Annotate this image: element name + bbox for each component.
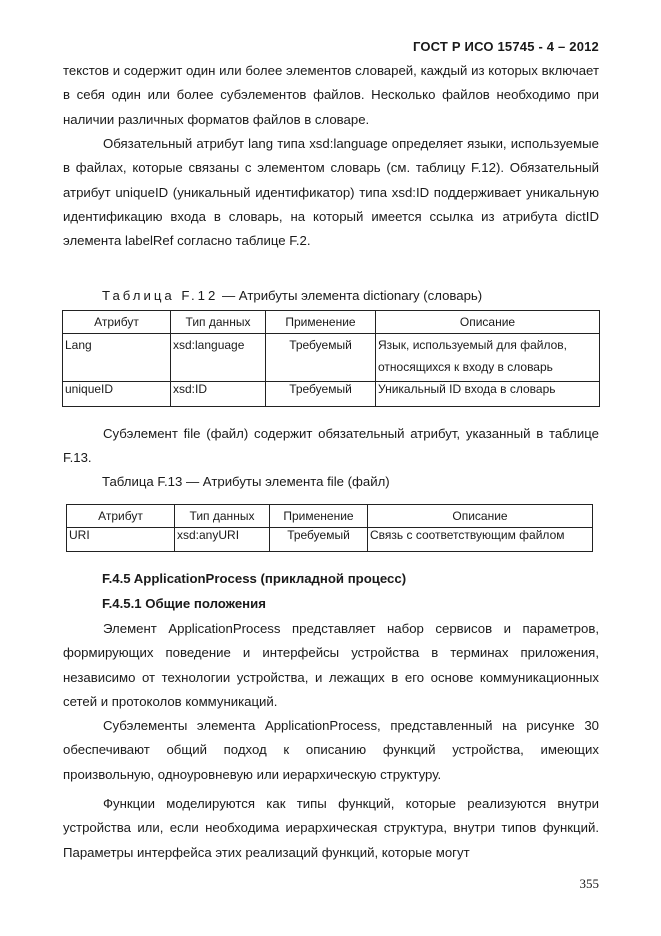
table-f13-caption: Таблица F.13 — Атрибуты элемента file (файл) (102, 474, 390, 489)
table-header-cell: Применение (270, 505, 368, 528)
table-header-cell: Атрибут (67, 505, 175, 528)
table-cell: Уникальный ID входа в словарь (376, 382, 600, 407)
table-header-row (63, 311, 600, 334)
table-f12-caption-title: — Атрибуты элемента dictionary (словарь) (218, 288, 483, 303)
paragraph-application-process: Элемент ApplicationProcess представляет набор сервисов и параметров, формирующих поведение и интерфейсы устройства в терминах приложения, независимо от технологии устройства, и лежащих в его основе коммуникационных сетей и протоколов коммуникаций. (63, 621, 599, 709)
table-cell: xsd:ID (171, 382, 266, 407)
table-cell: Связь с соответствующим файлом (368, 528, 593, 552)
table-header-cell: Описание (368, 505, 593, 528)
table-cell: Lang (63, 334, 171, 382)
section-heading: F.4.5 ApplicationProcess (прикладной процесс) (102, 571, 407, 586)
table-f12-caption-label: Таблица F.12 (102, 288, 219, 303)
paragraph-functions: Функции моделируются как типы функций, которые реализуются внутри устройства или, если необходима иерархическая структура, внутри типов функций. Параметры интерфейса этих реализаций функций, которые могут (63, 796, 599, 860)
table-f12 (62, 310, 600, 407)
table-header-row (67, 505, 593, 528)
paragraph-intro: текстов и содержит один или более элементов словарей, каждый из которых включает в себя один или более субэлементов файлов. Несколько файлов необходимо при наличии различных форматов файлов в словаре. (63, 63, 599, 127)
table-row (63, 382, 600, 407)
document-header: ГОСТ Р ИСО 15745 - 4 – 2012 (412, 39, 599, 54)
page-number: 355 (579, 876, 599, 891)
table-cell: URI (67, 528, 175, 552)
subsection-heading: F.4.5.1 Общие положения (102, 596, 266, 611)
paragraph-file-subelement: Субэлемент file (файл) содержит обязательный атрибут, указанный в таблице F.13. (63, 426, 599, 466)
paragraph-subelements: Субэлементы элемента ApplicationProcess, представленный на рисунке 30 обеспечивают общий подход к описанию функций устройства, имеющих произвольную, одноуровневую или иерархическую структуру. (63, 718, 599, 782)
table-header-cell: Применение (266, 311, 376, 334)
paragraph-lang-attribute: Обязательный атрибут lang типа xsd:language определяет языки, используемые в файлах, которые связаны с элементом словарь (см. таблицу F.12). Обязательный атрибут uniqueID (уникальный идентификатор) типа xsd:ID поддерживает уникальную идентификацию входа в словарь, на который имеется ссылка из атрибута dictID элемента labelRef согласно таблице F.2. (63, 136, 599, 249)
table-header-cell: Атрибут (63, 311, 171, 334)
table-header-cell: Тип данных (175, 505, 270, 528)
table-cell: uniqueID (63, 382, 171, 407)
table-row (67, 528, 593, 552)
table-cell: Требуемый (266, 382, 376, 407)
table-cell: xsd:language (171, 334, 266, 382)
table-f12-caption (102, 288, 482, 303)
table-row (63, 334, 600, 382)
table-f13 (66, 504, 593, 552)
table-header-cell: Описание (376, 311, 600, 334)
table-cell: Язык, используемый для файлов, относящихся к входу в словарь (376, 334, 600, 382)
table-cell: xsd:anyURI (175, 528, 270, 552)
table-header-cell: Тип данных (171, 311, 266, 334)
table-cell: Требуемый (266, 334, 376, 382)
table-cell: Требуемый (270, 528, 368, 552)
